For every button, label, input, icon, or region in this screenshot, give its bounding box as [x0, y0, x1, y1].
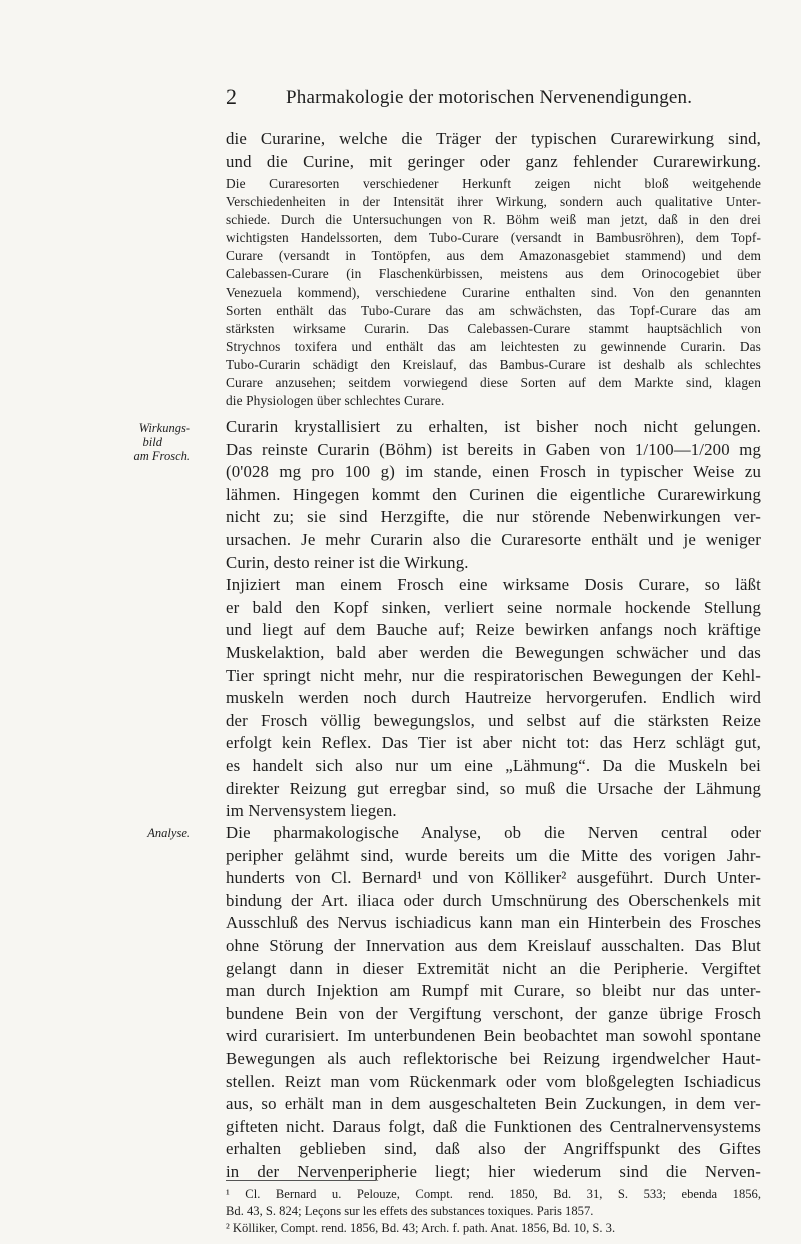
text-line: und liegt auf dem Bauche auf; Reize bewirken anfangs noch kräftige	[226, 620, 761, 640]
text-line: Curarin krystallisiert zu erhalten, ist bisher noch nicht gelungen.	[226, 417, 761, 436]
margin-note-analyse: Analyse.	[147, 826, 190, 840]
text-line: Sorten enthält das Tubo-Curare das am schwächsten, das Topf-Curare das am	[226, 302, 761, 318]
text-line: nicht zu; sie sind Herzgifte, die nur störende Nebenwirkungen ver-	[226, 507, 761, 527]
small-print-paragraph	[226, 175, 761, 410]
text-line: wird curarisiert. Im unterbundenen Bein beobachtet man sowohl spontane	[226, 1026, 761, 1046]
text-line: und die Curine, mit geringer oder ganz fehlender Curarewirkung.	[226, 151, 761, 171]
text-line: in der Nervenperipherie liegt; hier wiederum sind die Nerven-	[226, 1161, 761, 1181]
running-title: Pharmakologie der motorischen Nervenendigungen.	[286, 87, 693, 108]
text-line: schiede. Durch die Untersuchungen von R. Böhm weiß man jetzt, daß in den drei	[226, 212, 761, 228]
text-line: direkter Reizung gut erregbar sind, so muß die Ursache der Lähmung	[226, 778, 761, 798]
text-line: Bewegungen als auch reflektorische bei Reizung irgendwelcher Haut-	[226, 1048, 761, 1068]
text-line: erfolgt kein Reflex. Das Tier ist aber nicht tot: das Herz schlägt gut,	[226, 733, 761, 753]
text-line: gifteten nicht. Daraus folgt, daß die Funktionen des Centralnervensystems	[226, 1116, 761, 1136]
text-line: Ausschluß des Nervus ischiadicus kann man ein Hinterbein des Frosches	[226, 913, 761, 933]
text-line: peripher gelähmt sind, wurde bereits um die Mitte des vorigen Jahr-	[226, 845, 761, 865]
text-line: Curare anzusehen; seitdem vorwiegend diese Sorten auf dem Markte sind, klagen	[226, 375, 761, 391]
page-number: 2	[226, 84, 237, 109]
text-line: Strychnos toxifera und enthält das am leichtesten zu gewinnende Curarin. Das	[226, 338, 761, 354]
text-line: im Nervensystem liegen.	[226, 801, 397, 821]
text-line: aus, so erhält man in dem ausgeschalteten Bein Zuckungen, in dem ver-	[226, 1094, 761, 1114]
analysis-paragraph	[226, 822, 761, 1184]
text-line: Tubo-Curarin schädigt den Kreislauf, das Bambus-Curare ist deshalb als schlechtes	[226, 356, 761, 372]
text-line: ursachen. Je mehr Curarin also die Curaresorte enthält und je weniger	[226, 529, 761, 549]
text-line: Das reinste Curarin (Böhm) ist bereits in Gaben von 1/100—1/200 mg	[226, 439, 761, 459]
footnotes	[226, 1186, 761, 1236]
text-line: lähmen. Hingegen kommt den Curinen die eigentliche Curarewirkung	[226, 484, 761, 504]
text-line: Calebassen-Curare (in Flaschenkürbissen, meistens aus dem Orinocogebiet über	[226, 266, 761, 282]
text-line: muskeln werden noch durch Hautreize hervorgerufen. Endlich wird	[226, 688, 761, 708]
text-line: stellen. Reizt man vom Rückenmark oder vom bloßgelegten Ischiadicus	[226, 1071, 761, 1091]
footnote-line: ¹ Cl. Bernard u. Pelouze, Compt. rend. 1850, Bd. 31, S. 533; ebenda 1856,	[226, 1187, 761, 1201]
text-line: Verschiedenheiten in der Intensität ihrer Wirkung, sondern auch qualitative Unter-	[226, 194, 761, 210]
text-line: stärksten wirksame Curarin. Das Calebassen-Curare stammt hauptsächlich von	[226, 320, 761, 336]
text-line: Tier springt nicht mehr, nur die respiratorischen Bewegungen der Kehl-	[226, 665, 761, 685]
text-line: Curare (versandt in Tontöpfen, aus dem Amazonasgebiet stammend) und dem	[226, 248, 761, 264]
text-line: bundene Bein von der Vergiftung verschont, der ganze übrige Frosch	[226, 1003, 761, 1023]
footnote-line: ² Kölliker, Compt. rend. 1856, Bd. 43; Arch. f. path. Anat. 1856, Bd. 10, S. 3.	[226, 1220, 616, 1235]
footnote-divider	[226, 1180, 376, 1181]
text-line: Venezuela kommend), verschiedene Curarine enthalten sind. Von den genannten	[226, 284, 761, 300]
text-line: er bald den Kopf sinken, verliert seine normale hockende Stellung	[226, 597, 761, 617]
text-line: die Curarine, welche die Träger der typischen Curarewirkung sind,	[226, 129, 761, 148]
intro-paragraph	[226, 128, 761, 173]
text-line: ohne Störung der Innervation aus dem Kreislauf ausschalten. Das Blut	[226, 935, 761, 955]
text-line: hunderts von Cl. Bernard¹ und von Kölliker² ausgeführt. Durch Unter-	[226, 868, 761, 888]
text-line: gelangt dann in dieser Extremität nicht an die Peripherie. Vergiftet	[226, 958, 761, 978]
text-line: wichtigsten Handelssorten, dem Tubo-Curare (versandt in Bambusröhren), dem Topf-	[226, 230, 761, 246]
margin-note-wirkungsbild: Wirkungs- bild am Frosch.	[133, 421, 190, 463]
text-line: Die Curaresorten verschiedener Herkunft zeigen nicht bloß weitgehende	[226, 176, 761, 191]
page-header	[0, 84, 801, 110]
text-line: Curin, desto reiner ist die Wirkung.	[226, 552, 469, 572]
text-line: die Physiologen über schlechtes Curare.	[226, 393, 445, 409]
footnote-line: Bd. 43, S. 824; Leçons sur les effets des substances toxiques. Paris 1857.	[226, 1203, 594, 1218]
text-line: der Frosch völlig bewegungslos, und selbst auf die stärksten Reize	[226, 710, 761, 730]
frog-effect-paragraph	[226, 416, 761, 823]
text-line: Muskelaktion, bald aber werden die Bewegungen schwächer und das	[226, 642, 761, 662]
text-line: man durch Injektion am Rumpf mit Curare, so bleibt nur das unter-	[226, 981, 761, 1001]
text-line: Die pharmakologische Analyse, ob die Nerven central oder	[226, 823, 761, 842]
text-line: (0'028 mg pro 100 g) im stande, einen Frosch in typischer Weise zu	[226, 462, 761, 482]
text-line: bindung der Art. iliaca oder durch Umschnürung des Oberschenkels mit	[226, 890, 761, 910]
text-line: Injiziert man einem Frosch eine wirksame Dosis Curare, so läßt	[226, 575, 761, 595]
text-line: erhalten geblieben sind, daß also der Angriffspunkt des Giftes	[226, 1139, 761, 1159]
text-line: es handelt sich also nur um eine „Lähmung“. Da die Muskeln bei	[226, 755, 761, 775]
